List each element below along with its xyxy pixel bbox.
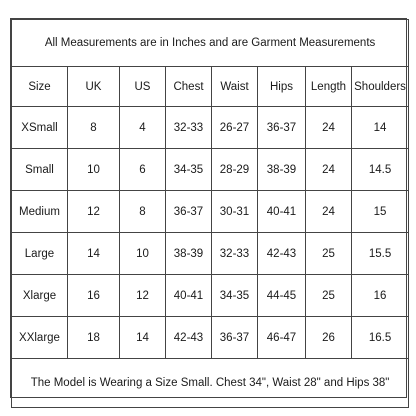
table-cell: 15.5: [352, 233, 409, 275]
table-cell: 46-47: [258, 317, 306, 359]
table-cell: 40-41: [166, 275, 212, 317]
table-cell: 14: [352, 107, 409, 149]
table-cell: 30-31: [212, 191, 258, 233]
column-header: Size: [12, 67, 68, 107]
column-header: UK: [68, 67, 120, 107]
table-cell: Xlarge: [12, 275, 68, 317]
table-cell: XSmall: [12, 107, 68, 149]
table-cell: 42-43: [166, 317, 212, 359]
table-cell: 8: [68, 107, 120, 149]
size-chart-table: [11, 19, 409, 408]
table-cell: 34-35: [166, 149, 212, 191]
table-cell: XXlarge: [12, 317, 68, 359]
table-cell: 25: [306, 275, 352, 317]
table-cell: 26: [306, 317, 352, 359]
table-cell: 14.5: [352, 149, 409, 191]
table-cell: 38-39: [166, 233, 212, 275]
table-row: [12, 149, 409, 191]
column-header: Chest: [166, 67, 212, 107]
table-cell: 42-43: [258, 233, 306, 275]
table-row: [12, 191, 409, 233]
table-cell: Small: [12, 149, 68, 191]
table-cell: 40-41: [258, 191, 306, 233]
table-cell: 6: [120, 149, 166, 191]
table-cell: 36-37: [258, 107, 306, 149]
table-row: [12, 233, 409, 275]
column-header: US: [120, 67, 166, 107]
table-cell: 28-29: [212, 149, 258, 191]
table-cell: 24: [306, 191, 352, 233]
table-cell: 18: [68, 317, 120, 359]
table-cell: Medium: [12, 191, 68, 233]
column-header: Waist: [212, 67, 258, 107]
table-cell: 12: [120, 275, 166, 317]
table-cell: 25: [306, 233, 352, 275]
column-header: Length: [306, 67, 352, 107]
table-cell: 36-37: [166, 191, 212, 233]
table-cell: 36-37: [212, 317, 258, 359]
table-row: [12, 275, 409, 317]
size-chart: [10, 18, 407, 398]
table-cell: 34-35: [212, 275, 258, 317]
table-cell: 4: [120, 107, 166, 149]
column-header: Shoulders: [352, 67, 409, 107]
table-cell: 26-27: [212, 107, 258, 149]
table-cell: 14: [120, 317, 166, 359]
table-cell: 16: [68, 275, 120, 317]
table-cell: 44-45: [258, 275, 306, 317]
table-cell: 32-33: [212, 233, 258, 275]
table-row: [12, 317, 409, 359]
model-note: The Model is Wearing a Size Small. Chest 34", Waist 28" and Hips 38": [12, 359, 409, 408]
table-cell: 10: [120, 233, 166, 275]
table-cell: 24: [306, 149, 352, 191]
table-cell: 12: [68, 191, 120, 233]
table-cell: 15: [352, 191, 409, 233]
header-row: [12, 67, 409, 107]
column-header: Hips: [258, 67, 306, 107]
table-cell: 10: [68, 149, 120, 191]
table-cell: 32-33: [166, 107, 212, 149]
table-cell: 16.5: [352, 317, 409, 359]
table-cell: 16: [352, 275, 409, 317]
table-row: [12, 107, 409, 149]
table-cell: 24: [306, 107, 352, 149]
chart-title: All Measurements are in Inches and are Garment Measurements: [12, 20, 409, 67]
table-cell: 38-39: [258, 149, 306, 191]
table-cell: 8: [120, 191, 166, 233]
table-cell: Large: [12, 233, 68, 275]
table-cell: 14: [68, 233, 120, 275]
